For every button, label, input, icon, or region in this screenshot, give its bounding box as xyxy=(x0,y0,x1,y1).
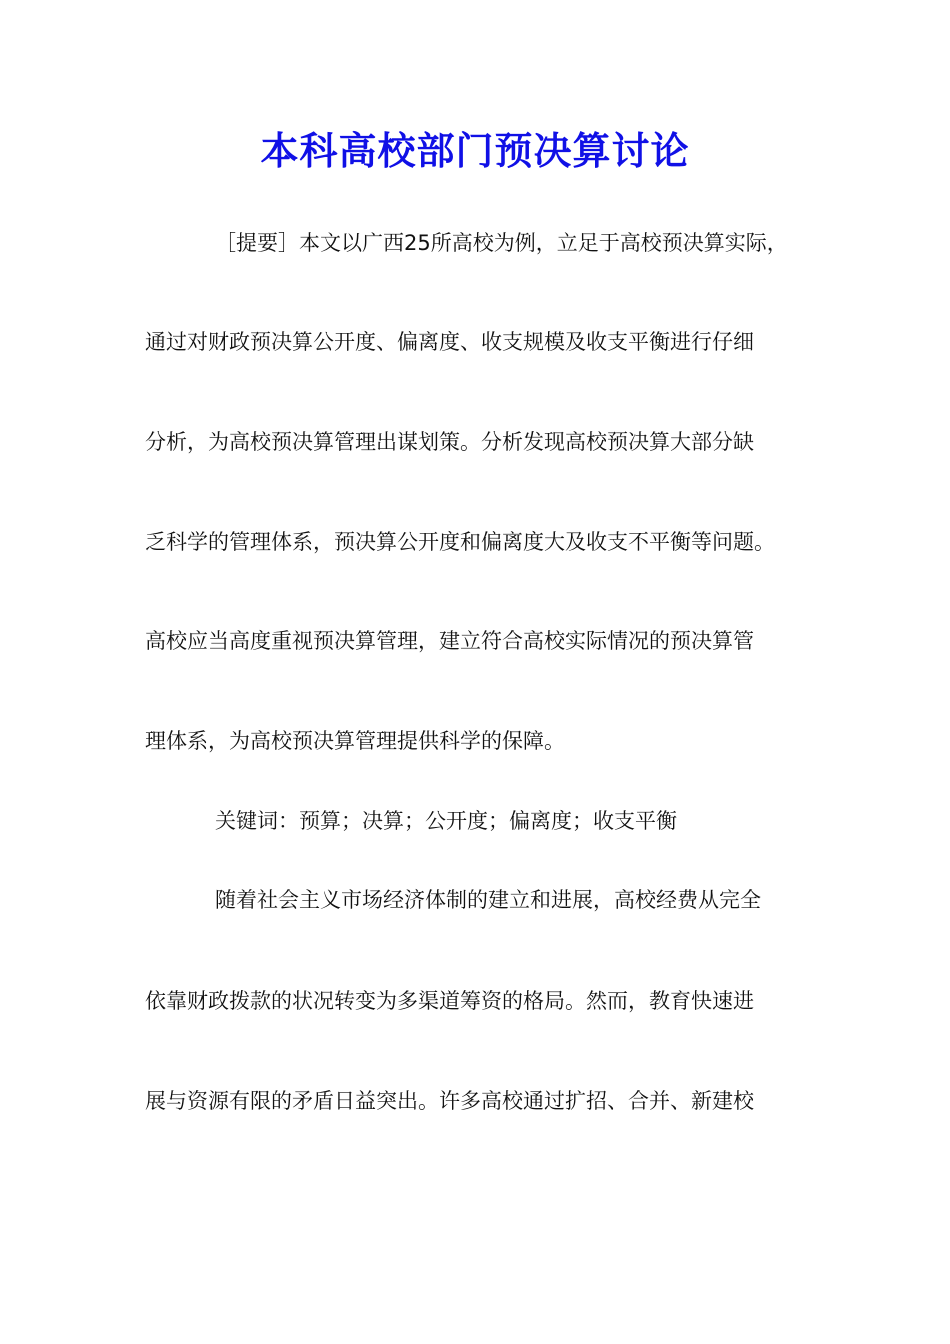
body-line: 展与资源有限的矛盾日益突出。许多高校通过扩招、合并、新建校 xyxy=(145,1089,754,1113)
abstract-line: 理体系，为高校预决算管理提供科学的保障。 xyxy=(145,729,565,753)
body-line: 依靠财政拨款的状况转变为多渠道筹资的格局。然而，教育快速进 xyxy=(145,989,754,1013)
abstract-line: ［提要］本文以广西25所高校为例，立足于高校预决算实际， xyxy=(215,231,788,255)
abstract-line: 乏科学的管理体系，预决算公开度和偏离度大及收支不平衡等问题。 xyxy=(145,530,775,554)
keywords-line: 关键词：预算；决算；公开度；偏离度；收支平衡 xyxy=(215,809,677,833)
body-line: 随着社会主义市场经济体制的建立和进展，高校经费从完全 xyxy=(215,888,761,912)
abstract-line: 通过对财政预决算公开度、偏离度、收支规模及收支平衡进行仔细 xyxy=(145,330,754,354)
abstract-line: 分析，为高校预决算管理出谋划策。分析发现高校预决算大部分缺 xyxy=(145,430,754,454)
abstract-line: 高校应当高度重视预决算管理，建立符合高校实际情况的预决算管 xyxy=(145,629,754,653)
page-title: 本科高校部门预决算讨论 xyxy=(260,128,690,173)
